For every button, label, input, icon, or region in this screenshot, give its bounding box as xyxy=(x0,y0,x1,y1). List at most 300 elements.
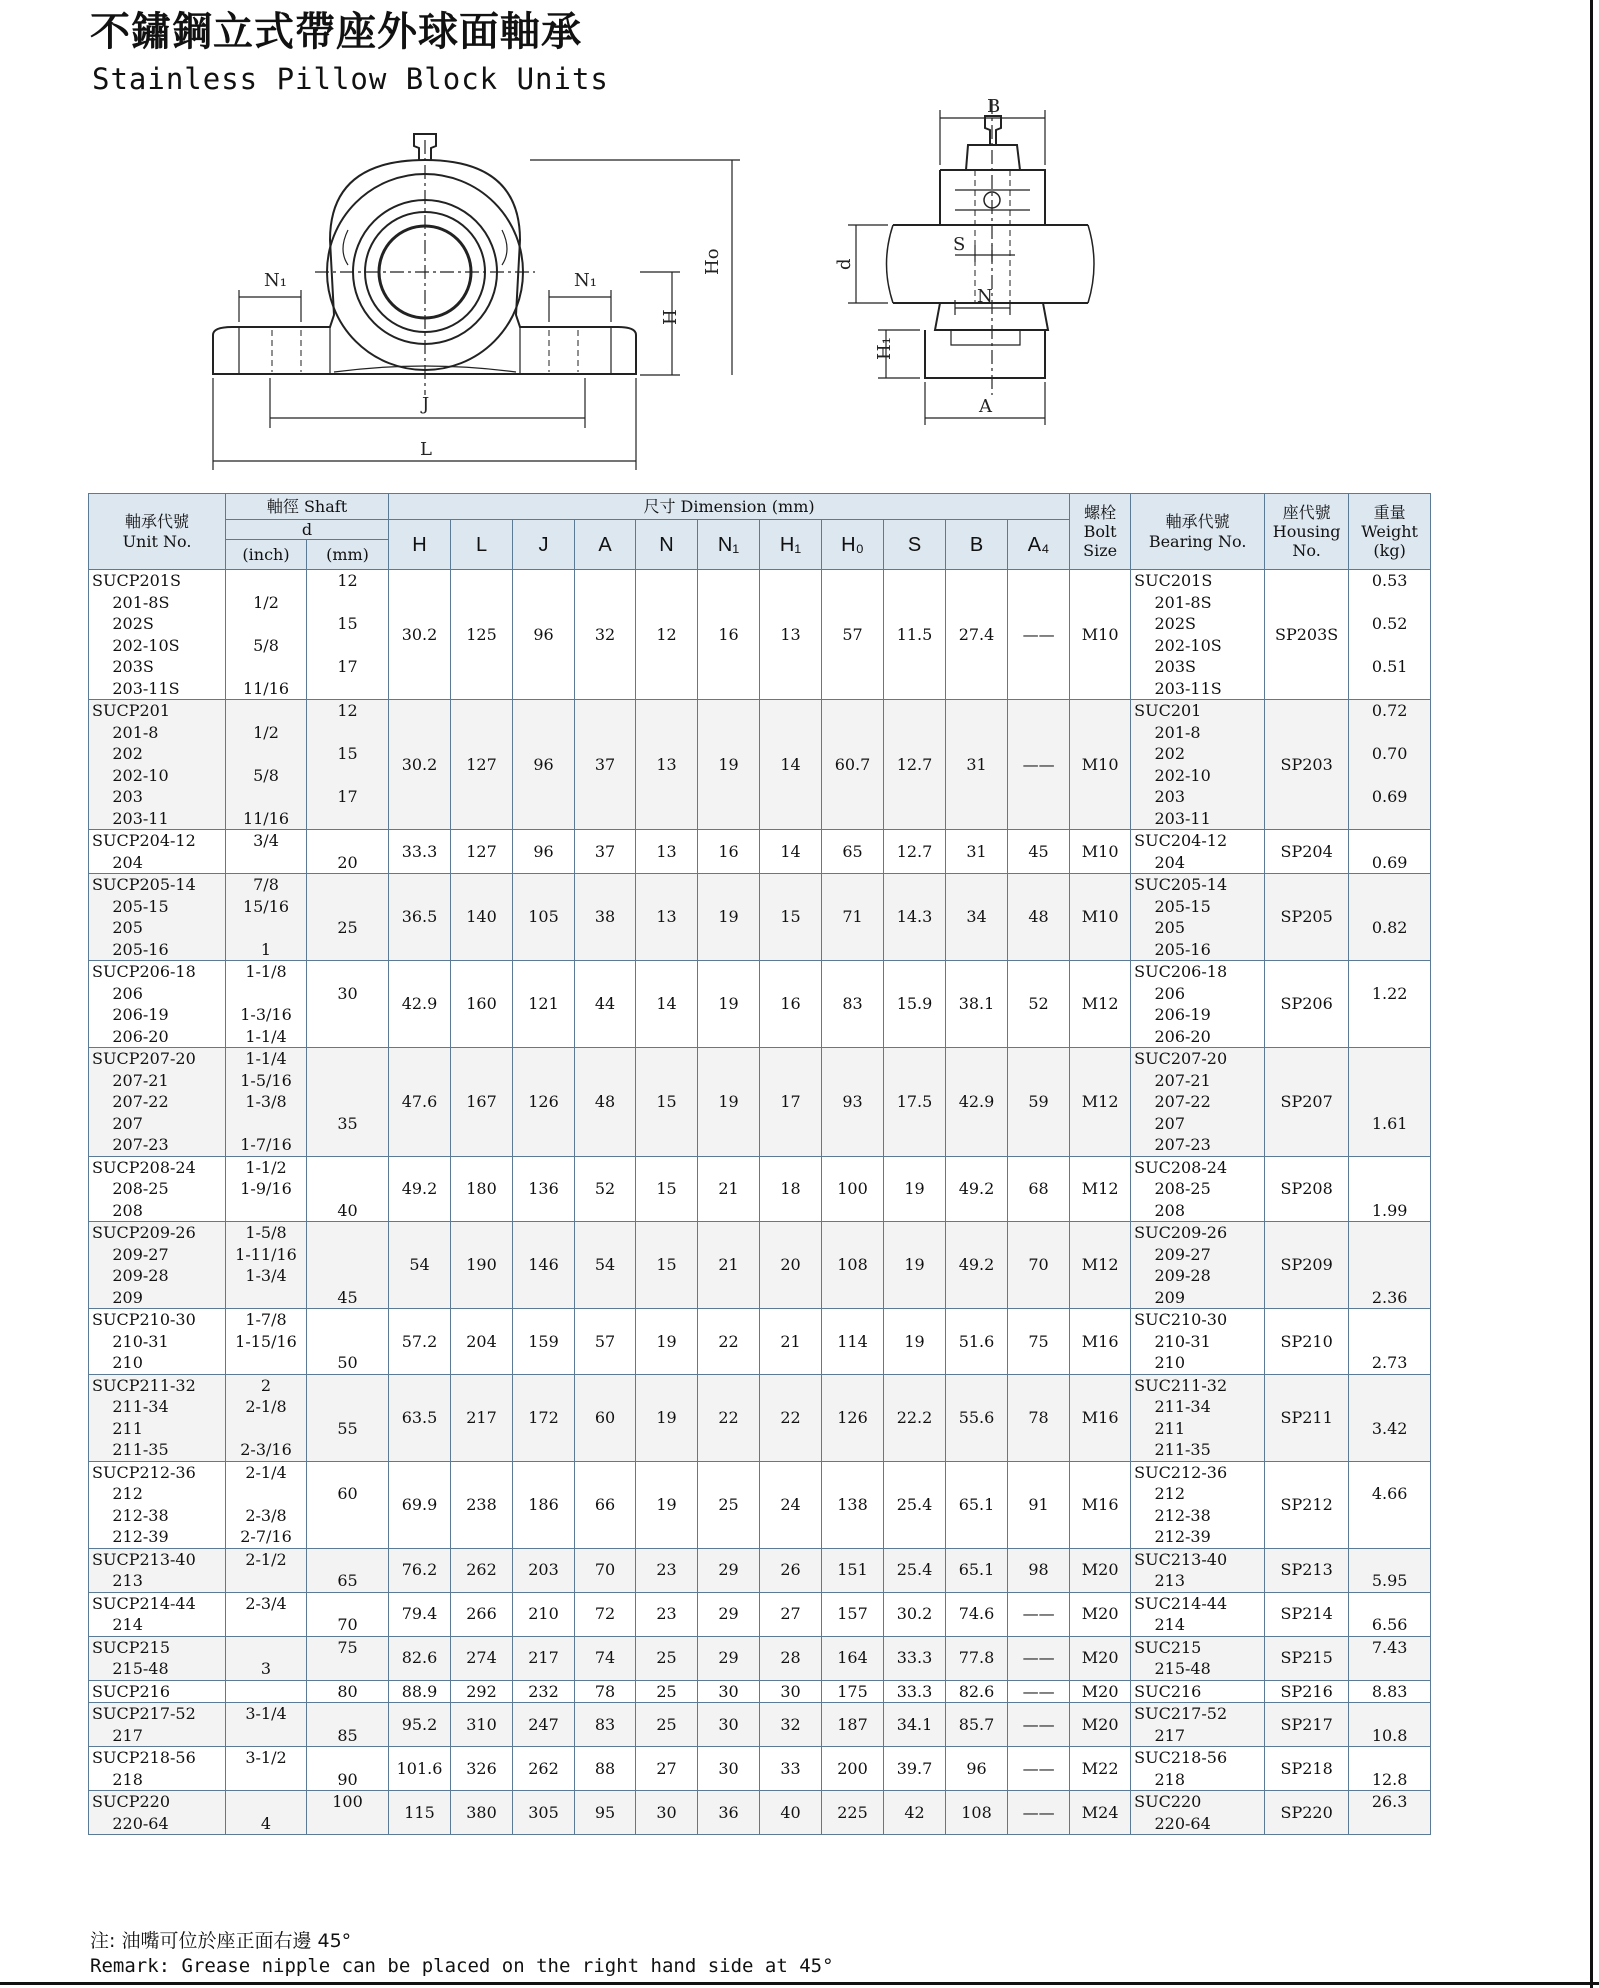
housing-no-cell: SP215 xyxy=(1265,1636,1349,1680)
dim-n1-cell: 19 xyxy=(698,874,760,961)
shaft-mm-cell: 20 xyxy=(307,830,389,874)
dim-h0-cell: 57 xyxy=(822,570,884,700)
dim-h0-cell: 175 xyxy=(822,1680,884,1703)
dim-a4-cell: 45 xyxy=(1008,830,1070,874)
table-body xyxy=(89,570,1431,1835)
bearing-no-cell: SUC214-44 214 xyxy=(1131,1592,1265,1636)
dim-h-cell: 63.5 xyxy=(389,1374,451,1461)
dim-a-cell: 66 xyxy=(575,1461,636,1548)
bolt-size-cell: M20 xyxy=(1070,1636,1131,1680)
bearing-no-cell: SUC215 215-48 xyxy=(1131,1636,1265,1680)
housing-no-cell: SP218 xyxy=(1265,1747,1349,1791)
dim-a4-cell: —— xyxy=(1008,1636,1070,1680)
dim-a-cell: 54 xyxy=(575,1222,636,1309)
shaft-mm-cell: 12 15 17 xyxy=(307,570,389,700)
bolt-size-cell: M12 xyxy=(1070,1156,1131,1222)
dim-b-cell: 31 xyxy=(946,830,1008,874)
unit-no-cell: SUCP214-44 214 xyxy=(89,1592,226,1636)
svg-text:L: L xyxy=(420,439,432,460)
header-dim-a4: A₄ xyxy=(1008,520,1070,570)
weight-cell: 7.43 xyxy=(1349,1636,1431,1680)
dim-h-cell: 82.6 xyxy=(389,1636,451,1680)
dim-n1-cell: 21 xyxy=(698,1222,760,1309)
dim-h-cell: 95.2 xyxy=(389,1703,451,1747)
table-row xyxy=(89,830,1431,874)
weight-cell: 26.3 xyxy=(1349,1791,1431,1835)
dim-a4-cell: 68 xyxy=(1008,1156,1070,1222)
table-row xyxy=(89,1461,1431,1548)
header-unit-no: 軸承代號 Unit No. xyxy=(89,494,226,570)
dim-n1-cell: 19 xyxy=(698,961,760,1048)
dim-n-cell: 15 xyxy=(636,1048,698,1157)
dim-b-cell: 31 xyxy=(946,700,1008,830)
weight-cell: 0.82 xyxy=(1349,874,1431,961)
weight-cell: 0.53 0.52 0.51 xyxy=(1349,570,1431,700)
dim-l-cell: 262 xyxy=(451,1548,513,1592)
bearing-no-cell: SUC210-30 210-31 210 xyxy=(1131,1309,1265,1375)
dim-s-cell: 33.3 xyxy=(884,1636,946,1680)
dim-n-cell: 12 xyxy=(636,570,698,700)
unit-no-cell: SUCP201 201-8 202 202-10 203 203-11 xyxy=(89,700,226,830)
shaft-mm-cell: 60 xyxy=(307,1461,389,1548)
dim-a-cell: 70 xyxy=(575,1548,636,1592)
dim-l-cell: 266 xyxy=(451,1592,513,1636)
dim-h-cell: 76.2 xyxy=(389,1548,451,1592)
dim-j-cell: 159 xyxy=(513,1309,575,1375)
unit-no-cell: SUCP210-30 210-31 210 xyxy=(89,1309,226,1375)
dim-l-cell: 125 xyxy=(451,570,513,700)
table-row xyxy=(89,874,1431,961)
dim-h0-cell: 164 xyxy=(822,1636,884,1680)
housing-no-cell: SP207 xyxy=(1265,1048,1349,1157)
dim-a4-cell: 75 xyxy=(1008,1309,1070,1375)
dim-b-cell: 55.6 xyxy=(946,1374,1008,1461)
table-row xyxy=(89,1747,1431,1791)
dim-n-cell: 14 xyxy=(636,961,698,1048)
housing-no-cell: SP206 xyxy=(1265,961,1349,1048)
bolt-size-cell: M20 xyxy=(1070,1703,1131,1747)
svg-text:N: N xyxy=(977,286,993,307)
note-english: Remark: Grease nipple can be placed on the right hand side at 45° xyxy=(90,1955,834,1977)
bearing-no-cell: SUC218-56 218 xyxy=(1131,1747,1265,1791)
header-dim-s: S xyxy=(884,520,946,570)
header-dim-h0: H₀ xyxy=(822,520,884,570)
dim-a-cell: 38 xyxy=(575,874,636,961)
bolt-size-cell: M22 xyxy=(1070,1747,1131,1791)
weight-cell: 0.72 0.70 0.69 xyxy=(1349,700,1431,830)
dim-n-cell: 13 xyxy=(636,830,698,874)
dim-n-cell: 30 xyxy=(636,1791,698,1835)
dim-s-cell: 19 xyxy=(884,1222,946,1309)
dim-n-cell: 27 xyxy=(636,1747,698,1791)
dim-l-cell: 127 xyxy=(451,700,513,830)
drawing-labels xyxy=(264,96,1000,460)
table-row xyxy=(89,1048,1431,1157)
dim-a4-cell: 98 xyxy=(1008,1548,1070,1592)
dim-n-cell: 15 xyxy=(636,1156,698,1222)
table-row xyxy=(89,1374,1431,1461)
svg-text:H₁: H₁ xyxy=(874,337,895,360)
shaft-mm-cell: 85 xyxy=(307,1703,389,1747)
dim-h0-cell: 187 xyxy=(822,1703,884,1747)
side-view-drawing xyxy=(848,100,1094,425)
dim-s-cell: 25.4 xyxy=(884,1461,946,1548)
header-dim-a: A xyxy=(575,520,636,570)
dim-h1-cell: 15 xyxy=(760,874,822,961)
unit-no-cell: SUCP201S 201-8S 202S 202-10S 203S 203-11S xyxy=(89,570,226,700)
dim-a4-cell: —— xyxy=(1008,700,1070,830)
shaft-mm-cell: 80 xyxy=(307,1680,389,1703)
bolt-size-cell: M20 xyxy=(1070,1592,1131,1636)
dim-a4-cell: 48 xyxy=(1008,874,1070,961)
dim-b-cell: 34 xyxy=(946,874,1008,961)
dim-h-cell: 47.6 xyxy=(389,1048,451,1157)
weight-cell: 2.73 xyxy=(1349,1309,1431,1375)
dim-s-cell: 17.5 xyxy=(884,1048,946,1157)
dim-h1-cell: 20 xyxy=(760,1222,822,1309)
specification-table xyxy=(88,493,1431,1835)
dim-s-cell: 11.5 xyxy=(884,570,946,700)
dim-j-cell: 105 xyxy=(513,874,575,961)
dim-n-cell: 23 xyxy=(636,1548,698,1592)
housing-no-cell: SP212 xyxy=(1265,1461,1349,1548)
table-row xyxy=(89,1703,1431,1747)
dim-a4-cell: 52 xyxy=(1008,961,1070,1048)
bearing-no-cell: SUC208-24 208-25 208 xyxy=(1131,1156,1265,1222)
header-bearing-no: 軸承代號 Bearing No. xyxy=(1131,494,1265,570)
dim-h1-cell: 32 xyxy=(760,1703,822,1747)
weight-cell: 3.42 xyxy=(1349,1374,1431,1461)
dim-a-cell: 74 xyxy=(575,1636,636,1680)
dim-a-cell: 95 xyxy=(575,1791,636,1835)
dim-b-cell: 49.2 xyxy=(946,1222,1008,1309)
unit-no-cell: SUCP209-26 209-27 209-28 209 xyxy=(89,1222,226,1309)
dim-j-cell: 136 xyxy=(513,1156,575,1222)
dim-a-cell: 48 xyxy=(575,1048,636,1157)
table-row xyxy=(89,1636,1431,1680)
dim-a4-cell: —— xyxy=(1008,1680,1070,1703)
dim-a4-cell: —— xyxy=(1008,1592,1070,1636)
dim-n-cell: 23 xyxy=(636,1592,698,1636)
svg-text:B: B xyxy=(987,96,1001,117)
dim-h-cell: 33.3 xyxy=(389,830,451,874)
weight-cell: 1.22 xyxy=(1349,961,1431,1048)
dim-n1-cell: 29 xyxy=(698,1636,760,1680)
dim-a-cell: 52 xyxy=(575,1156,636,1222)
unit-no-cell: SUCP206-18 206 206-19 206-20 xyxy=(89,961,226,1048)
unit-no-cell: SUCP207-20 207-21 207-22 207 207-23 xyxy=(89,1048,226,1157)
shaft-inch-cell: 1-5/8 1-11/16 1-3/4 xyxy=(226,1222,307,1309)
dim-h0-cell: 65 xyxy=(822,830,884,874)
dim-s-cell: 15.9 xyxy=(884,961,946,1048)
dim-n1-cell: 19 xyxy=(698,1048,760,1157)
bearing-no-cell: SUC209-26 209-27 209-28 209 xyxy=(1131,1222,1265,1309)
dim-n-cell: 25 xyxy=(636,1636,698,1680)
dim-h1-cell: 21 xyxy=(760,1309,822,1375)
dim-h-cell: 115 xyxy=(389,1791,451,1835)
housing-no-cell: SP203S xyxy=(1265,570,1349,700)
shaft-mm-cell: 40 xyxy=(307,1156,389,1222)
bearing-no-cell: SUC206-18 206 206-19 206-20 xyxy=(1131,961,1265,1048)
shaft-inch-cell: 1-1/8 1-3/16 1-1/4 xyxy=(226,961,307,1048)
bolt-size-cell: M16 xyxy=(1070,1461,1131,1548)
bearing-no-cell: SUC205-14 205-15 205 205-16 xyxy=(1131,874,1265,961)
weight-cell: 8.83 xyxy=(1349,1680,1431,1703)
shaft-inch-cell: 3-1/4 xyxy=(226,1703,307,1747)
dim-n1-cell: 25 xyxy=(698,1461,760,1548)
housing-no-cell: SP210 xyxy=(1265,1309,1349,1375)
bearing-no-cell: SUC220 220-64 xyxy=(1131,1791,1265,1835)
housing-no-cell: SP211 xyxy=(1265,1374,1349,1461)
dim-l-cell: 326 xyxy=(451,1747,513,1791)
dim-a4-cell: 91 xyxy=(1008,1461,1070,1548)
dim-a4-cell: —— xyxy=(1008,1747,1070,1791)
shaft-mm-cell: 70 xyxy=(307,1592,389,1636)
table-row xyxy=(89,1592,1431,1636)
dim-l-cell: 160 xyxy=(451,961,513,1048)
bearing-no-cell: SUC201S 201-8S 202S 202-10S 203S 203-11S xyxy=(1131,570,1265,700)
svg-text:A: A xyxy=(979,396,992,417)
bottom-border-rule xyxy=(0,1982,1599,1985)
dim-j-cell: 121 xyxy=(513,961,575,1048)
dim-j-cell: 96 xyxy=(513,570,575,700)
dim-h0-cell: 114 xyxy=(822,1309,884,1375)
dim-l-cell: 190 xyxy=(451,1222,513,1309)
shaft-inch-cell: 1/2 5/8 11/16 xyxy=(226,570,307,700)
shaft-mm-cell: 35 xyxy=(307,1048,389,1157)
bolt-size-cell: M20 xyxy=(1070,1548,1131,1592)
header-dim-n1: N₁ xyxy=(698,520,760,570)
bolt-size-cell: M24 xyxy=(1070,1791,1131,1835)
dim-h0-cell: 83 xyxy=(822,961,884,1048)
dim-h0-cell: 151 xyxy=(822,1548,884,1592)
dim-j-cell: 247 xyxy=(513,1703,575,1747)
dim-j-cell: 262 xyxy=(513,1747,575,1791)
dim-b-cell: 96 xyxy=(946,1747,1008,1791)
dim-h0-cell: 108 xyxy=(822,1222,884,1309)
table-row xyxy=(89,961,1431,1048)
dim-a4-cell: 70 xyxy=(1008,1222,1070,1309)
dim-b-cell: 38.1 xyxy=(946,961,1008,1048)
bearing-no-cell: SUC201 201-8 202 202-10 203 203-11 xyxy=(1131,700,1265,830)
dim-h1-cell: 30 xyxy=(760,1680,822,1703)
unit-no-cell: SUCP217-52 217 xyxy=(89,1703,226,1747)
dim-l-cell: 274 xyxy=(451,1636,513,1680)
shaft-mm-cell: 12 15 17 xyxy=(307,700,389,830)
dim-b-cell: 51.6 xyxy=(946,1309,1008,1375)
shaft-mm-cell: 75 xyxy=(307,1636,389,1680)
housing-no-cell: SP208 xyxy=(1265,1156,1349,1222)
table-row xyxy=(89,1222,1431,1309)
dim-s-cell: 42 xyxy=(884,1791,946,1835)
dim-n-cell: 15 xyxy=(636,1222,698,1309)
unit-no-cell: SUCP208-24 208-25 208 xyxy=(89,1156,226,1222)
shaft-mm-cell: 50 xyxy=(307,1309,389,1375)
dim-j-cell: 210 xyxy=(513,1592,575,1636)
dim-h-cell: 42.9 xyxy=(389,961,451,1048)
dim-j-cell: 203 xyxy=(513,1548,575,1592)
dim-j-cell: 186 xyxy=(513,1461,575,1548)
weight-cell: 5.95 xyxy=(1349,1548,1431,1592)
dim-n1-cell: 16 xyxy=(698,570,760,700)
dim-n1-cell: 30 xyxy=(698,1747,760,1791)
dim-b-cell: 65.1 xyxy=(946,1461,1008,1548)
shaft-inch-cell: 3 xyxy=(226,1636,307,1680)
housing-no-cell: SP204 xyxy=(1265,830,1349,874)
dim-h0-cell: 225 xyxy=(822,1791,884,1835)
dim-a-cell: 83 xyxy=(575,1703,636,1747)
dim-s-cell: 33.3 xyxy=(884,1680,946,1703)
bolt-size-cell: M10 xyxy=(1070,700,1131,830)
dim-h0-cell: 93 xyxy=(822,1048,884,1157)
dim-b-cell: 108 xyxy=(946,1791,1008,1835)
dim-h1-cell: 24 xyxy=(760,1461,822,1548)
dim-s-cell: 25.4 xyxy=(884,1548,946,1592)
dim-h-cell: 57.2 xyxy=(389,1309,451,1375)
dim-a-cell: 37 xyxy=(575,830,636,874)
dim-a4-cell: —— xyxy=(1008,570,1070,700)
dim-a-cell: 44 xyxy=(575,961,636,1048)
dim-h0-cell: 138 xyxy=(822,1461,884,1548)
dim-n1-cell: 16 xyxy=(698,830,760,874)
housing-no-cell: SP203 xyxy=(1265,700,1349,830)
shaft-mm-cell: 65 xyxy=(307,1548,389,1592)
dim-j-cell: 305 xyxy=(513,1791,575,1835)
housing-no-cell: SP205 xyxy=(1265,874,1349,961)
dim-n-cell: 25 xyxy=(636,1703,698,1747)
shaft-inch-cell xyxy=(226,1680,307,1703)
dim-h1-cell: 40 xyxy=(760,1791,822,1835)
dim-b-cell: 42.9 xyxy=(946,1048,1008,1157)
dim-n1-cell: 21 xyxy=(698,1156,760,1222)
unit-no-cell: SUCP220 220-64 xyxy=(89,1791,226,1835)
table-row xyxy=(89,570,1431,700)
shaft-mm-cell: 55 xyxy=(307,1374,389,1461)
unit-no-cell: SUCP216 xyxy=(89,1680,226,1703)
housing-no-cell: SP217 xyxy=(1265,1703,1349,1747)
shaft-inch-cell: 1-1/4 1-5/16 1-3/8 1-7/16 xyxy=(226,1048,307,1157)
dim-h-cell: 88.9 xyxy=(389,1680,451,1703)
dim-a-cell: 32 xyxy=(575,570,636,700)
dim-l-cell: 310 xyxy=(451,1703,513,1747)
dim-j-cell: 96 xyxy=(513,700,575,830)
dim-a-cell: 88 xyxy=(575,1747,636,1791)
table-row xyxy=(89,1156,1431,1222)
dim-j-cell: 172 xyxy=(513,1374,575,1461)
note-chinese: 注: 油嘴可位於座正面右邊 45° xyxy=(90,1930,352,1952)
dim-l-cell: 140 xyxy=(451,874,513,961)
table-row xyxy=(89,1309,1431,1375)
dim-a4-cell: —— xyxy=(1008,1791,1070,1835)
weight-cell: 2.36 xyxy=(1349,1222,1431,1309)
shaft-mm-cell: 25 xyxy=(307,874,389,961)
shaft-mm-cell: 30 xyxy=(307,961,389,1048)
dim-a4-cell: 78 xyxy=(1008,1374,1070,1461)
dim-h0-cell: 60.7 xyxy=(822,700,884,830)
header-dim-n: N xyxy=(636,520,698,570)
bolt-size-cell: M16 xyxy=(1070,1374,1131,1461)
shaft-inch-cell: 3/4 xyxy=(226,830,307,874)
dim-n-cell: 25 xyxy=(636,1680,698,1703)
dim-h1-cell: 26 xyxy=(760,1548,822,1592)
dim-n-cell: 19 xyxy=(636,1309,698,1375)
header-inch: (inch) xyxy=(226,540,307,570)
bolt-size-cell: M12 xyxy=(1070,1048,1131,1157)
dim-h1-cell: 33 xyxy=(760,1747,822,1791)
dim-s-cell: 34.1 xyxy=(884,1703,946,1747)
weight-cell: 12.8 xyxy=(1349,1747,1431,1791)
dim-j-cell: 126 xyxy=(513,1048,575,1157)
header-dim-l: L xyxy=(451,520,513,570)
dim-n1-cell: 29 xyxy=(698,1548,760,1592)
bolt-size-cell: M10 xyxy=(1070,570,1131,700)
dim-h1-cell: 18 xyxy=(760,1156,822,1222)
shaft-inch-cell: 2-1/2 xyxy=(226,1548,307,1592)
dim-h1-cell: 22 xyxy=(760,1374,822,1461)
shaft-inch-cell: 4 xyxy=(226,1791,307,1835)
front-view-drawing xyxy=(213,134,740,470)
shaft-inch-cell: 3-1/2 xyxy=(226,1747,307,1791)
shaft-inch-cell: 1-1/2 1-9/16 xyxy=(226,1156,307,1222)
weight-cell: 1.61 xyxy=(1349,1048,1431,1157)
svg-text:S: S xyxy=(953,234,966,255)
dim-s-cell: 19 xyxy=(884,1156,946,1222)
page-title-english: Stainless Pillow Block Units xyxy=(92,62,609,96)
bearing-no-cell: SUC211-32 211-34 211 211-35 xyxy=(1131,1374,1265,1461)
header-dim-b: B xyxy=(946,520,1008,570)
svg-text:Ho: Ho xyxy=(702,248,723,275)
dim-h1-cell: 28 xyxy=(760,1636,822,1680)
dim-h0-cell: 157 xyxy=(822,1592,884,1636)
page-title-chinese: 不鏽鋼立式帶座外球面軸承 xyxy=(90,9,582,55)
dim-h1-cell: 17 xyxy=(760,1048,822,1157)
dim-a-cell: 37 xyxy=(575,700,636,830)
bearing-no-cell: SUC217-52 217 xyxy=(1131,1703,1265,1747)
bolt-size-cell: M10 xyxy=(1070,830,1131,874)
bolt-size-cell: M16 xyxy=(1070,1309,1131,1375)
dim-h-cell: 36.5 xyxy=(389,874,451,961)
dim-a-cell: 60 xyxy=(575,1374,636,1461)
unit-no-cell: SUCP218-56 218 xyxy=(89,1747,226,1791)
svg-text:N₁: N₁ xyxy=(574,270,597,291)
weight-cell: 4.66 xyxy=(1349,1461,1431,1548)
dim-l-cell: 217 xyxy=(451,1374,513,1461)
dim-a4-cell: —— xyxy=(1008,1703,1070,1747)
dim-h-cell: 30.2 xyxy=(389,700,451,830)
dim-b-cell: 65.1 xyxy=(946,1548,1008,1592)
shaft-mm-cell: 45 xyxy=(307,1222,389,1309)
dim-s-cell: 14.3 xyxy=(884,874,946,961)
bearing-no-cell: SUC213-40 213 xyxy=(1131,1548,1265,1592)
dim-h0-cell: 100 xyxy=(822,1156,884,1222)
weight-cell: 10.8 xyxy=(1349,1703,1431,1747)
weight-cell: 1.99 xyxy=(1349,1156,1431,1222)
dim-b-cell: 85.7 xyxy=(946,1703,1008,1747)
shaft-inch-cell: 2-3/4 xyxy=(226,1592,307,1636)
dim-s-cell: 12.7 xyxy=(884,830,946,874)
dim-n1-cell: 30 xyxy=(698,1703,760,1747)
technical-drawing xyxy=(0,0,1599,490)
dim-a-cell: 57 xyxy=(575,1309,636,1375)
dim-n1-cell: 19 xyxy=(698,700,760,830)
dim-s-cell: 19 xyxy=(884,1309,946,1375)
svg-text:d: d xyxy=(834,258,855,270)
shaft-inch-cell: 1/2 5/8 11/16 xyxy=(226,700,307,830)
dim-l-cell: 380 xyxy=(451,1791,513,1835)
housing-no-cell: SP214 xyxy=(1265,1592,1349,1636)
housing-no-cell: SP220 xyxy=(1265,1791,1349,1835)
dim-h-cell: 69.9 xyxy=(389,1461,451,1548)
